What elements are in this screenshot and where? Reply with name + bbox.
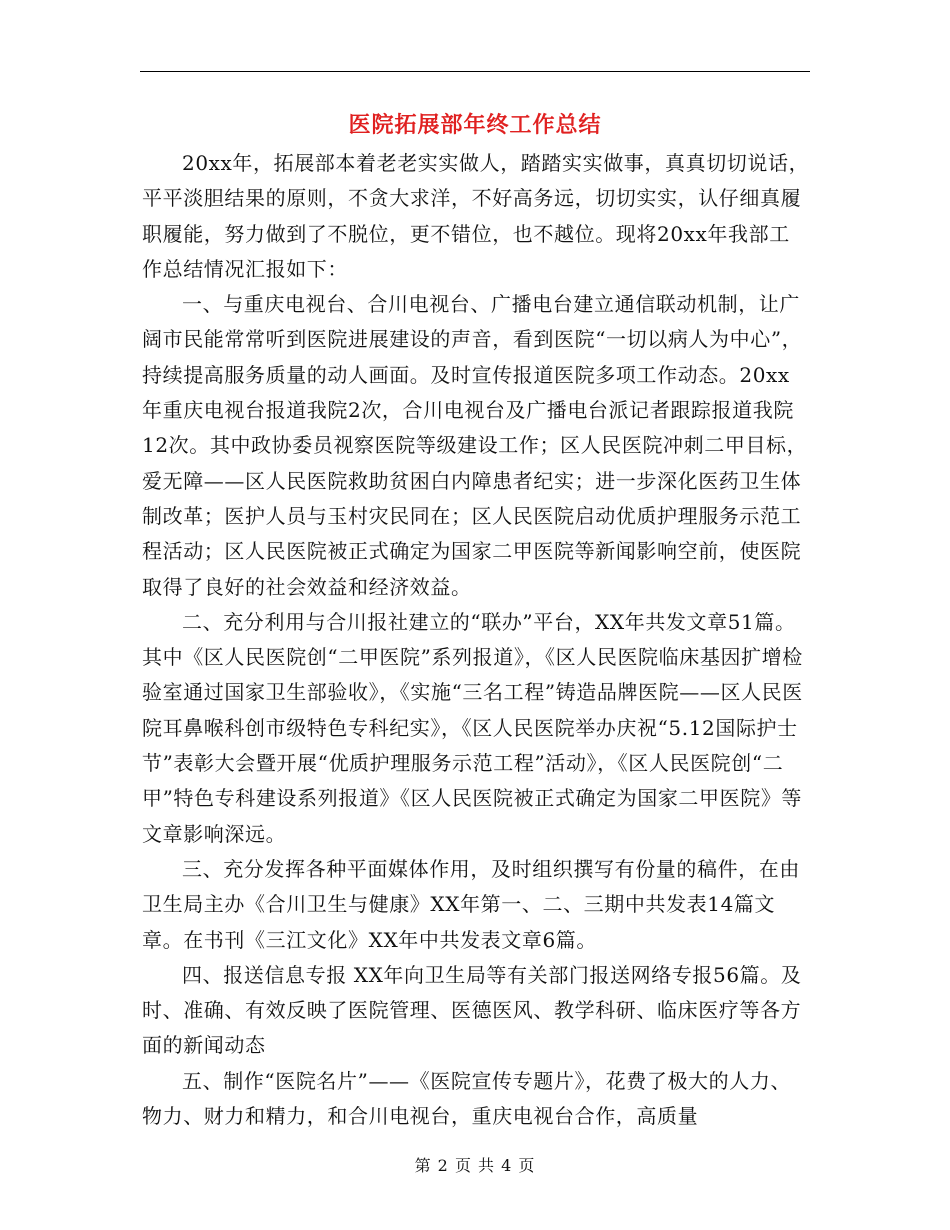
paragraph-item-5: 五、制作“医院名片”——《医院宣传专题片》，花费了极大的人力、物力、财力和精力，和合川电视台，重庆电视台合作，高质量 <box>142 1068 792 1129</box>
document-body <box>142 146 810 1134</box>
document-title: 医院拓展部年终工作总结 <box>348 112 602 138</box>
paragraph-item-3: 三、充分发挥各种平面媒体作用，及时组织撰写有份量的稿件，在由卫生局主办《合川卫生与健康》XX年第一、二、三期中共发表14篇文章。在书刊《三江文化》XX年中共发表文章6篇。 <box>142 856 800 952</box>
header-rule <box>140 71 810 72</box>
paragraph-item-1: 一、与重庆电视台、合川电视台、广播电台建立通信联动机制，让广阔市民能常常听到医院进展建设的声音，看到医院“一切以病人为中心”，持续提高服务质量的动人画面。及时宣传报道医院多项工作动态。20xx年重庆电视台报道我院2次，合川电视台及广播电台派记者跟踪报道我院12次。其中政协委员视察医院等级建设工作；区人民医院冲刺二甲目标，爱无障——区人民医院救助贫困白内障患者纪实；进一步深化医药卫生体制改革；医护人员与玉村灾民同在；区人民医院启动优质护理服务示范工程活动；区人民医院被正式确定为国家二甲医院等新闻影响空前，使医院取得了良好的社会效益和经济效益。 <box>142 292 808 599</box>
paragraph-intro: 20xx年，拓展部本着老老实实做人，踏踏实实做事，真真切切说话，平平淡胆结果的原则，不贪大求洋，不好高务远，切切实实，认仔细真履职履能，努力做到了不脱位，更不错位，也不越位。现将20xx年我部工作总结情况汇报如下： <box>142 151 810 281</box>
paragraph-item-4: 四、报送信息专报 XX年向卫生局等有关部门报送网络专报56篇。及时、准确、有效反映了医院管理、医德医风、教学科研、临床医疗等各方面的新闻动态 <box>142 962 802 1058</box>
page-number-footer: 第 2 页 共 4 页 <box>414 1156 536 1175</box>
paragraph-item-2: 二、充分利用与合川报社建立的“联办”平台，XX年共发文章51篇。其中《区人民医院创“二甲医院”系列报道》，《区人民医院临床基因扩增检验室通过国家卫生部验收》，《实施“三名工程”铸造品牌医院——区人民医院耳鼻喉科创市级特色专科纪实》，《区人民医院举办庆祝“5.12国际护士节”表彰大会暨开展“优质护理服务示范工程”活动》，《区人民医院创“二甲”特色专科建设系列报道》《区人民医院被正式确定为国家二甲医院》等文章影响深远。 <box>142 609 803 846</box>
